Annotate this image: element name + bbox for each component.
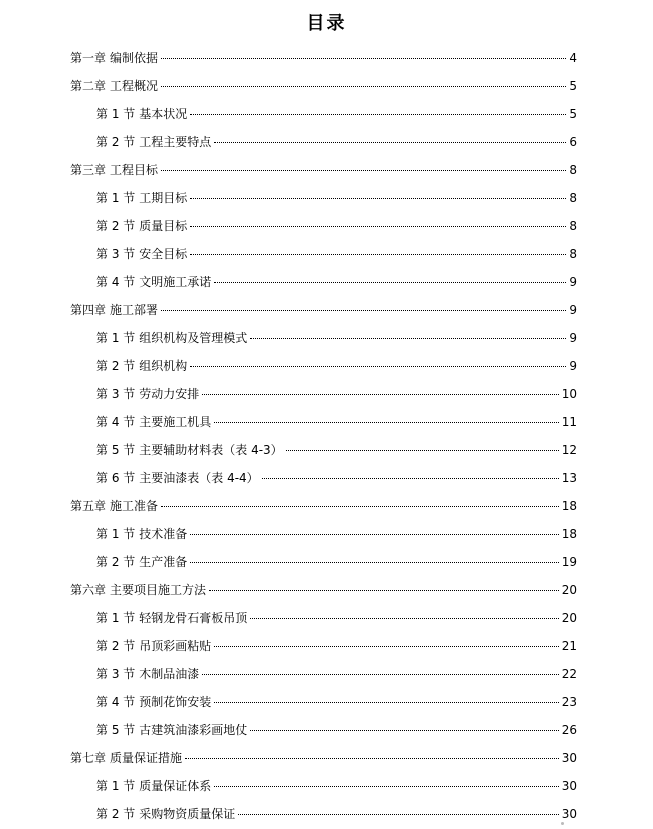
toc-entry-page: 20	[561, 583, 577, 597]
toc-entry-section[interactable]	[96, 720, 577, 740]
toc-entry-title: 预制花饰安装	[139, 695, 212, 709]
toc-entry-section[interactable]	[96, 692, 577, 712]
toc-entry-number: 第 1 节	[96, 107, 136, 121]
toc-entry-title: 轻钢龙骨石膏板吊顶	[139, 611, 248, 625]
toc-entry-number: 第一章	[70, 51, 107, 65]
toc-entry-page: 9	[569, 303, 577, 317]
dot-leader	[161, 506, 559, 507]
toc-entry-title: 工期目标	[139, 191, 188, 205]
toc-entry-page: 8	[569, 219, 577, 233]
toc-entry-page: 18	[561, 527, 577, 541]
toc-entry-section[interactable]	[96, 524, 577, 544]
toc-entry-page: 30	[561, 779, 577, 793]
toc-entry-section[interactable]	[96, 468, 577, 488]
toc-entry-number: 第五章	[70, 499, 107, 513]
toc-entry-number: 第六章	[70, 583, 107, 597]
toc-entry-page: 22	[561, 667, 577, 681]
toc-entry-page: 26	[561, 723, 577, 737]
toc-entry-title: 古建筑油漆彩画地仗	[139, 723, 248, 737]
toc-entry-page: 23	[561, 695, 577, 709]
toc-entry-number: 第 2 节	[96, 219, 136, 233]
toc-entry-number: 第 2 节	[96, 807, 136, 821]
toc-entry-number: 第 3 节	[96, 387, 136, 401]
toc-entry-section[interactable]	[96, 776, 577, 796]
toc-entry-title: 施工准备	[110, 499, 159, 513]
toc-entry-chapter[interactable]	[70, 496, 577, 516]
toc-entry-title: 工程主要特点	[139, 135, 212, 149]
dot-leader	[250, 730, 558, 731]
toc-entry-page: 8	[569, 163, 577, 177]
toc-entry-section[interactable]	[96, 188, 577, 208]
toc-entry-page: 19	[561, 555, 577, 569]
toc-entry-section[interactable]	[96, 608, 577, 628]
toc-entry-section[interactable]	[96, 440, 577, 460]
toc-entry-page: 9	[569, 331, 577, 345]
toc-entry-section[interactable]	[96, 132, 577, 152]
toc-entry-page: 8	[569, 191, 577, 205]
toc-entry-number: 第 1 节	[96, 611, 136, 625]
toc-entry-section[interactable]	[96, 244, 577, 264]
toc-entry-page: 13	[561, 471, 577, 485]
dot-leader	[190, 198, 566, 199]
dot-leader	[190, 254, 566, 255]
dot-leader	[214, 422, 558, 423]
toc-entry-section[interactable]	[96, 384, 577, 404]
toc-entry-title: 基本状况	[139, 107, 188, 121]
toc-entry-title: 主要油漆表（表 4-4）	[139, 471, 259, 485]
toc-entry-section[interactable]	[96, 216, 577, 236]
dot-leader	[161, 170, 566, 171]
toc-entry-page: 9	[569, 359, 577, 373]
dot-leader	[190, 562, 558, 563]
toc-entry-chapter[interactable]	[70, 48, 577, 68]
page-title: 目录	[306, 13, 347, 34]
toc-entry-chapter[interactable]	[70, 580, 577, 600]
toc-entry-title: 主要施工机具	[139, 415, 212, 429]
toc-entry-number: 第 3 节	[96, 247, 136, 261]
dot-leader	[161, 58, 566, 59]
toc-entry-page: 21	[561, 639, 577, 653]
dot-leader	[190, 114, 566, 115]
toc-entry-page: 6	[569, 135, 577, 149]
toc-entry-section[interactable]	[96, 272, 577, 292]
toc-entry-title: 组织机构及管理模式	[139, 331, 248, 345]
toc-entry-title: 编制依据	[110, 51, 159, 65]
toc-entry-chapter[interactable]	[70, 748, 577, 768]
toc-entry-number: 第 2 节	[96, 555, 136, 569]
page-footer-mark	[561, 822, 564, 825]
toc-entry-number: 第 2 节	[96, 135, 136, 149]
toc-entry-number: 第三章	[70, 163, 107, 177]
dot-leader	[238, 814, 558, 815]
toc-entry-title: 采购物资质量保证	[139, 807, 236, 821]
dot-leader	[161, 310, 566, 311]
toc-entry-page: 18	[561, 499, 577, 513]
toc-entry-title: 组织机构	[139, 359, 188, 373]
toc-entry-page: 5	[569, 107, 577, 121]
toc-entry-number: 第 2 节	[96, 359, 136, 373]
dot-leader	[214, 142, 566, 143]
toc-entry-section[interactable]	[96, 412, 577, 432]
toc-entry-section[interactable]	[96, 552, 577, 572]
toc-entry-page: 12	[561, 443, 577, 457]
toc-entry-number: 第 3 节	[96, 667, 136, 681]
dot-leader	[190, 366, 566, 367]
dot-leader	[214, 646, 558, 647]
toc-entry-number: 第 1 节	[96, 527, 136, 541]
toc-entry-page: 5	[569, 79, 577, 93]
dot-leader	[250, 618, 558, 619]
toc-entry-number: 第七章	[70, 751, 107, 765]
toc-entry-title: 技术准备	[139, 527, 188, 541]
toc-entry-section[interactable]	[96, 104, 577, 124]
dot-leader	[209, 590, 559, 591]
dot-leader	[214, 786, 558, 787]
toc-entry-section[interactable]	[96, 356, 577, 376]
toc-entry-page: 30	[561, 751, 577, 765]
toc-entry-number: 第 1 节	[96, 779, 136, 793]
toc-entry-title: 质量目标	[139, 219, 188, 233]
toc-entry-number: 第 4 节	[96, 415, 136, 429]
toc-entry-title: 质量保证措施	[110, 751, 183, 765]
dot-leader	[202, 394, 558, 395]
toc-entry-section[interactable]	[96, 636, 577, 656]
toc-entry-title: 吊顶彩画粘贴	[139, 639, 212, 653]
toc-entry-chapter[interactable]	[70, 300, 577, 320]
toc-entry-title: 文明施工承诺	[139, 275, 212, 289]
toc-entry-chapter[interactable]	[70, 76, 577, 96]
toc-entry-title: 生产准备	[139, 555, 188, 569]
toc-entry-page: 20	[561, 611, 577, 625]
toc-entry-number: 第 1 节	[96, 331, 136, 345]
dot-leader	[262, 478, 559, 479]
toc-entry-number: 第 1 节	[96, 191, 136, 205]
toc-entry-section[interactable]	[96, 804, 577, 824]
toc-entry-number: 第 4 节	[96, 275, 136, 289]
toc-entry-page: 11	[561, 415, 577, 429]
toc-entry-page: 4	[569, 51, 577, 65]
dot-leader	[286, 450, 559, 451]
toc-entry-page: 8	[569, 247, 577, 261]
dot-leader	[214, 282, 566, 283]
toc-entry-number: 第 5 节	[96, 723, 136, 737]
toc-entry-number: 第 5 节	[96, 443, 136, 457]
dot-leader	[185, 758, 559, 759]
dot-leader	[250, 338, 566, 339]
toc-entry-number: 第四章	[70, 303, 107, 317]
toc-entry-page: 9	[569, 275, 577, 289]
toc-entry-page: 30	[561, 807, 577, 821]
toc-entry-number: 第 6 节	[96, 471, 136, 485]
toc-entry-page: 10	[561, 387, 577, 401]
toc-entry-title: 安全目标	[139, 247, 188, 261]
toc-entry-title: 施工部署	[110, 303, 159, 317]
dot-leader	[190, 534, 558, 535]
dot-leader	[190, 226, 566, 227]
toc-entry-title: 木制品油漆	[139, 667, 200, 681]
toc-entry-title: 工程概况	[110, 79, 159, 93]
toc-entry-chapter[interactable]	[70, 160, 577, 180]
toc-entry-title: 劳动力安排	[139, 387, 200, 401]
dot-leader	[161, 86, 566, 87]
toc-entry-number: 第二章	[70, 79, 107, 93]
toc-entry-section[interactable]	[96, 664, 577, 684]
toc-entry-title: 工程目标	[110, 163, 159, 177]
toc-entry-section[interactable]	[96, 328, 577, 348]
dot-leader	[202, 674, 558, 675]
toc-entry-number: 第 4 节	[96, 695, 136, 709]
toc-entry-number: 第 2 节	[96, 639, 136, 653]
dot-leader	[214, 702, 558, 703]
toc-entry-title: 主要项目施工方法	[110, 583, 207, 597]
toc-entry-title: 主要辅助材料表（表 4-3）	[139, 443, 283, 457]
toc-entry-title: 质量保证体系	[139, 779, 212, 793]
